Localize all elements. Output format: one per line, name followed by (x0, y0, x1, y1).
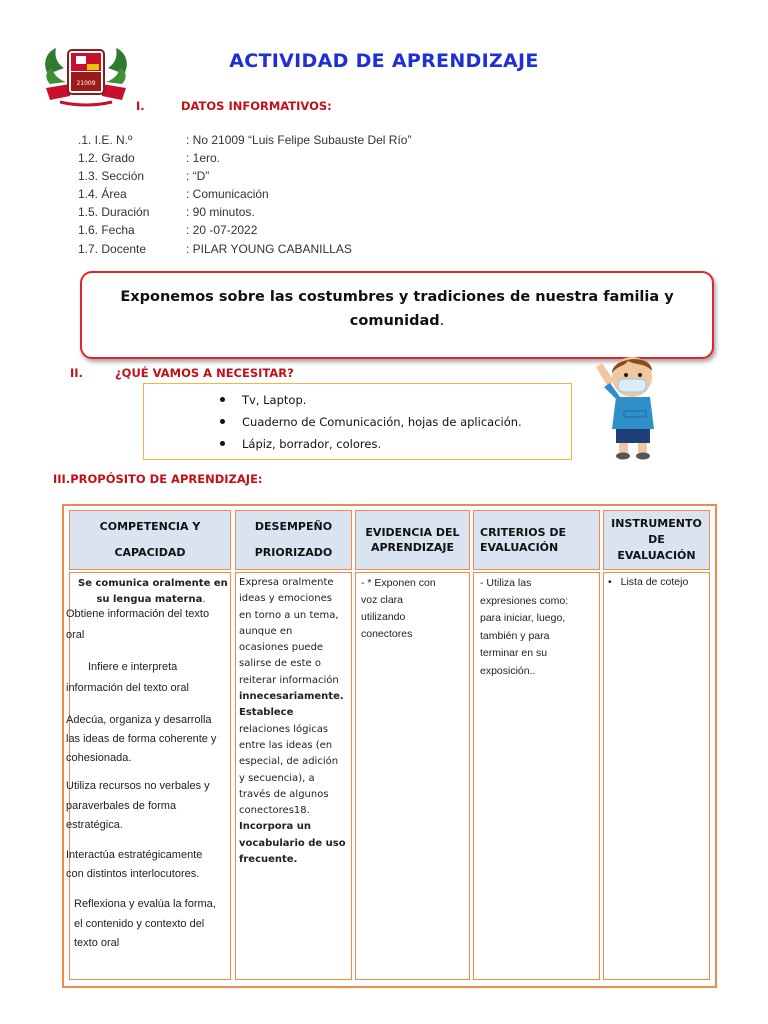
materials-box (143, 383, 572, 460)
competencia-line: Adecúa, organiza y desarrolla (66, 714, 212, 726)
purpose-table (62, 504, 717, 988)
competencia-line: Interactúa estratégicamente (66, 849, 203, 861)
cell-instrumento (603, 572, 710, 980)
desempeno-line: Establece (239, 707, 294, 719)
competencia-title-text: su lengua materna (96, 594, 203, 605)
info-value: : Comunicación (186, 187, 269, 201)
bullet-icon (220, 419, 225, 424)
info-value: : 1ero. (186, 151, 221, 165)
desempeno-line: especial, de adición (239, 756, 339, 768)
list-item-text: Cuaderno de Comunicación, hojas de aplicación. (242, 415, 522, 429)
header-text: COMPETENCIA Y (99, 520, 201, 533)
info-label: 1.5. Duración (78, 205, 150, 219)
list-item (220, 434, 522, 456)
competencia-line: Obtiene información del texto (66, 608, 210, 620)
desempeno-line: y secuencia), a (239, 772, 315, 784)
desempeno-line: relaciones lógicas (239, 723, 329, 735)
desempeno-line: vocabulario de uso (239, 837, 346, 849)
header-instrumento (603, 510, 710, 570)
evidencia-line: - * Exponen con (361, 577, 436, 589)
list-item (220, 390, 522, 412)
header-text: EVALUACIÓN (480, 541, 559, 554)
instrumento-text: Lista de cotejo (620, 576, 689, 588)
topic-text (100, 285, 694, 333)
desempeno-line: aunque en (239, 625, 293, 637)
header-text: DE (648, 533, 665, 546)
competencia-line: texto oral (74, 937, 120, 949)
competencia-title-end: . (202, 594, 206, 605)
desempeno-line: en torno a un tema, (239, 609, 339, 621)
header-criterios (473, 510, 600, 570)
section1-number: I. (136, 99, 145, 113)
materials-list (220, 390, 522, 456)
list-item (220, 412, 522, 434)
header-text: CAPACIDAD (114, 546, 186, 559)
criterios-line: terminar en su (480, 647, 548, 659)
competencia-title-line (78, 592, 224, 608)
header-text: PRIORIZADO (254, 546, 333, 559)
cell-competencia (66, 572, 231, 980)
info-value: : PILAR YOUNG CABANILLAS (186, 242, 352, 256)
evidencia-line: voz clara (361, 594, 404, 606)
competencia-title-line: Se comunica oralmente en (78, 578, 228, 589)
criterios-line: expresiones como: (480, 594, 569, 607)
header-text: EVIDENCIA DEL (365, 526, 460, 539)
competencia-title (78, 576, 228, 608)
competencia-line: las ideas de forma coherente y (66, 733, 217, 745)
info-label: 1.6. Fecha (78, 223, 135, 237)
section3-heading: III.PROPÓSITO DE APRENDIZAJE: (53, 472, 263, 486)
competencia-line: con distintos interlocutores. (66, 868, 200, 880)
list-item-text: Lápiz, borrador, colores. (242, 437, 382, 451)
info-value: : “D” (186, 169, 210, 183)
competencia-line: oral (66, 629, 85, 641)
competencia-line: Infiere e interpreta (88, 661, 178, 673)
header-desempeno (235, 510, 352, 570)
desempeno-text (239, 575, 346, 868)
desempeno-line: reiterar información (239, 674, 339, 686)
student-illustration (594, 353, 666, 461)
section2-number: II. (70, 366, 83, 380)
info-label: 1.7. Docente (78, 242, 147, 256)
bullet-icon (220, 397, 225, 402)
cell-desempeno (235, 572, 352, 980)
evidencia-line: conectores (361, 628, 413, 640)
criterios-line: para iniciar, luego, (480, 612, 566, 624)
section2-heading: ¿QUÉ VAMOS A NECESITAR? (115, 366, 294, 380)
competencia-line: información del texto oral (66, 682, 189, 694)
header-text: DESEMPEÑO (254, 520, 333, 533)
evidencia-text (361, 575, 436, 643)
competencia-line: paraverbales de forma (66, 800, 177, 812)
list-item-text: Tv, Laptop. (242, 393, 307, 407)
instrumento-item (608, 576, 688, 588)
competencia-line: el contenido y contexto del (74, 918, 205, 930)
header-competencia (69, 510, 231, 570)
svg-text:21009: 21009 (76, 80, 96, 87)
competencia-line: cohesionada. (66, 752, 132, 764)
desempeno-line: frecuente. (239, 854, 298, 866)
desempeno-line: ideas y emociones (239, 593, 332, 605)
topic-line1: Exponemos sobre las costumbres y tradiciones de nuestra familia y (120, 289, 674, 305)
header-text: EVALUACIÓN (617, 549, 696, 562)
header-text: INSTRUMENTO (611, 517, 702, 530)
bullet-icon (220, 441, 225, 446)
topic-line2 (100, 309, 694, 333)
topic-period: . (439, 313, 445, 329)
competencia-line: estratégica. (66, 819, 123, 831)
info-label: .1. I.E. N.º (78, 133, 133, 147)
info-label: 1.4. Área (78, 187, 127, 201)
page-title: ACTIVIDAD DE APRENDIZAJE (229, 50, 539, 72)
info-value: : No 21009 “Luis Felipe Subauste Del Río” (186, 133, 412, 147)
header-text: CRITERIOS DE (480, 526, 566, 539)
topic-line2-text: comunidad (349, 313, 440, 329)
info-value: : 90 minutos. (186, 205, 255, 219)
bullet-icon: • (608, 576, 612, 588)
desempeno-line: innecesariamente. (239, 691, 344, 703)
info-value: : 20 -07-2022 (186, 223, 258, 237)
desempeno-line: entre las ideas (en (239, 739, 333, 751)
info-label: 1.3. Sección (78, 169, 145, 183)
desempeno-line: través de algunos (239, 788, 329, 800)
desempeno-line: Incorpora un (239, 821, 311, 833)
evidencia-line: utilizando (361, 611, 406, 623)
competencia-line: Reflexiona y evalúa la forma, (74, 898, 216, 910)
desempeno-line: ocasiones puede (239, 642, 324, 654)
criterios-line: - Utiliza las (480, 577, 532, 589)
cell-criterios (473, 572, 600, 980)
desempeno-line: salirse de este o (239, 658, 321, 670)
header-text: APRENDIZAJE (370, 541, 455, 554)
desempeno-line: Expresa oralmente (239, 577, 334, 588)
criterios-line: exposición.. (480, 664, 536, 677)
section1-heading: DATOS INFORMATIVOS: (181, 99, 332, 113)
criterios-text (480, 575, 568, 680)
header-evidencia (355, 510, 470, 570)
info-label: 1.2. Grado (78, 151, 135, 165)
criterios-line: también y para (480, 629, 550, 642)
topic-box (80, 271, 714, 359)
cell-evidencia (355, 572, 470, 980)
desempeno-line: conectores18. (239, 805, 310, 817)
competencia-line: Utiliza recursos no verbales y (66, 780, 210, 792)
